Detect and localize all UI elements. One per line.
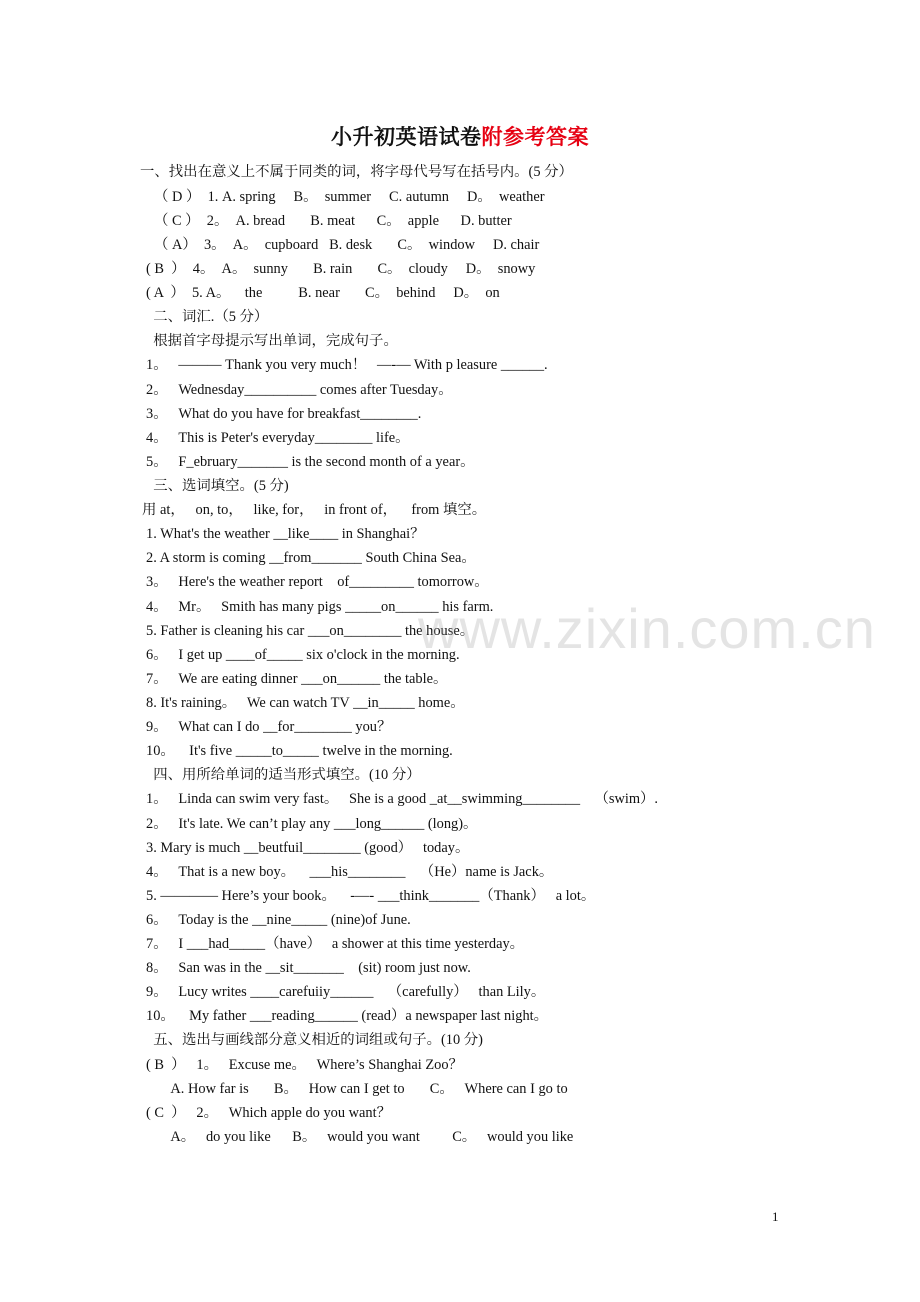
question-line: 10。 It's five _____to_____ twelve in the morning.: [146, 743, 453, 759]
question-line: 5. Father is cleaning his car ___on________ the house。: [146, 623, 475, 639]
section-5-heading: 五、选出与画线部分意义相近的词组或句子。(10 分): [146, 1032, 483, 1048]
option-line: A。 do you like B。 would you want C。 would you like: [146, 1129, 574, 1145]
question-line: 4。 This is Peter's everyday________ life。: [146, 430, 410, 446]
question-line: 1。 ——— Thank you very much！ —-— With p leasure ______.: [146, 357, 548, 373]
question-line: 1。 Linda can swim very fast。 She is a good _at__swimming________ （swim）.: [146, 791, 659, 807]
question-line: ( B ） 4。 A。 sunny B. rain C。 cloudy D。 snowy: [146, 261, 536, 277]
question-line: 9。 Lucy writes ____carefuiiy______ （carefully） than Lily。: [146, 984, 546, 1000]
option-line: A. How far is B。 How can I get to C。 Where can I go to: [146, 1081, 568, 1097]
question-line: ( C ） 2。 Which apple do you want？: [146, 1105, 391, 1121]
question-line: 6。 Today is the __nine_____ (nine)of June.: [146, 912, 411, 928]
section-instruction: 用 at， on, to， like, for， in front of， from 填空。: [142, 502, 487, 518]
question-line: 2. A storm is coming __from_______ South China Sea。: [146, 550, 476, 566]
question-line: 2。 It's late. We can’t play any ___long______ (long)。: [146, 816, 478, 832]
title-highlight: 附参考答案: [481, 125, 589, 149]
question-line: 4。 That is a new boy。 ___his________ （He）name is Jack。: [146, 864, 554, 880]
section-instruction: 根据首字母提示写出单词，完成句子。: [146, 333, 398, 349]
watermark: www.zixin.com.cn: [418, 597, 876, 660]
question-line: 5。 F_ebruary_______ is the second month of a year。: [146, 454, 475, 470]
question-line: 4。 Mr。 Smith has many pigs _____on______ his farm.: [146, 599, 494, 615]
question-line: 10。 My father ___reading______ (read）a newspaper last night。: [146, 1008, 549, 1024]
question-line: 1. What's the weather __like____ in Shanghai？: [146, 526, 425, 542]
question-line: （ D ） 1. A. spring B。 summer C. autumn D。 weather: [154, 189, 545, 205]
question-line: 7。 I ___had_____（have） a shower at this time yesterday。: [146, 936, 525, 952]
question-line: 3. Mary is much __beutfuil________ (good） today。: [146, 840, 470, 856]
page-title: [0, 121, 920, 151]
question-line: 8。 San was in the __sit_______ (sit) room just now.: [146, 960, 471, 976]
question-line: 2。 Wednesday__________ comes after Tuesday。: [146, 382, 453, 398]
section-2-heading: 二、词汇.（5 分）: [146, 309, 269, 325]
section-3-heading: 三、选词填空。(5 分): [146, 478, 289, 494]
question-line: 5. ———— Here’s your book。 -—- ___think_______（Thank） a lot。: [146, 888, 596, 904]
question-line: 9。 What can I do __for________ you？: [146, 719, 392, 735]
section-1-heading: 一、找出在意义上不属于同类的词，将字母代号写在括号内。(5 分）: [140, 164, 573, 180]
question-line: 7。 We are eating dinner ___on______ the table。: [146, 671, 448, 687]
question-line: ( B ） 1。 Excuse me。 Where’s Shanghai Zoo？: [146, 1057, 463, 1073]
question-line: （ A） 3。 A。 cupboard B. desk C。 window D. chair: [154, 237, 540, 253]
page-number: 1: [772, 1209, 779, 1224]
question-line: 3。 What do you have for breakfast________.: [146, 406, 422, 422]
section-4-heading: 四、用所给单词的适当形式填空。(10 分）: [146, 767, 421, 783]
question-line: 6。 I get up ____of_____ six o'clock in the morning.: [146, 647, 460, 663]
question-line: ( A ） 5. A。 the B. near C。 behind D。 on: [146, 285, 500, 301]
title-main: 小升初英语试卷: [331, 125, 482, 149]
question-line: 3。 Here's the weather report of_________ tomorrow。: [146, 574, 489, 590]
question-line: （ C ） 2。 A. bread B. meat C。 apple D. butter: [154, 213, 512, 229]
question-line: 8. It's raining。 We can watch TV __in_____ home。: [146, 695, 465, 711]
